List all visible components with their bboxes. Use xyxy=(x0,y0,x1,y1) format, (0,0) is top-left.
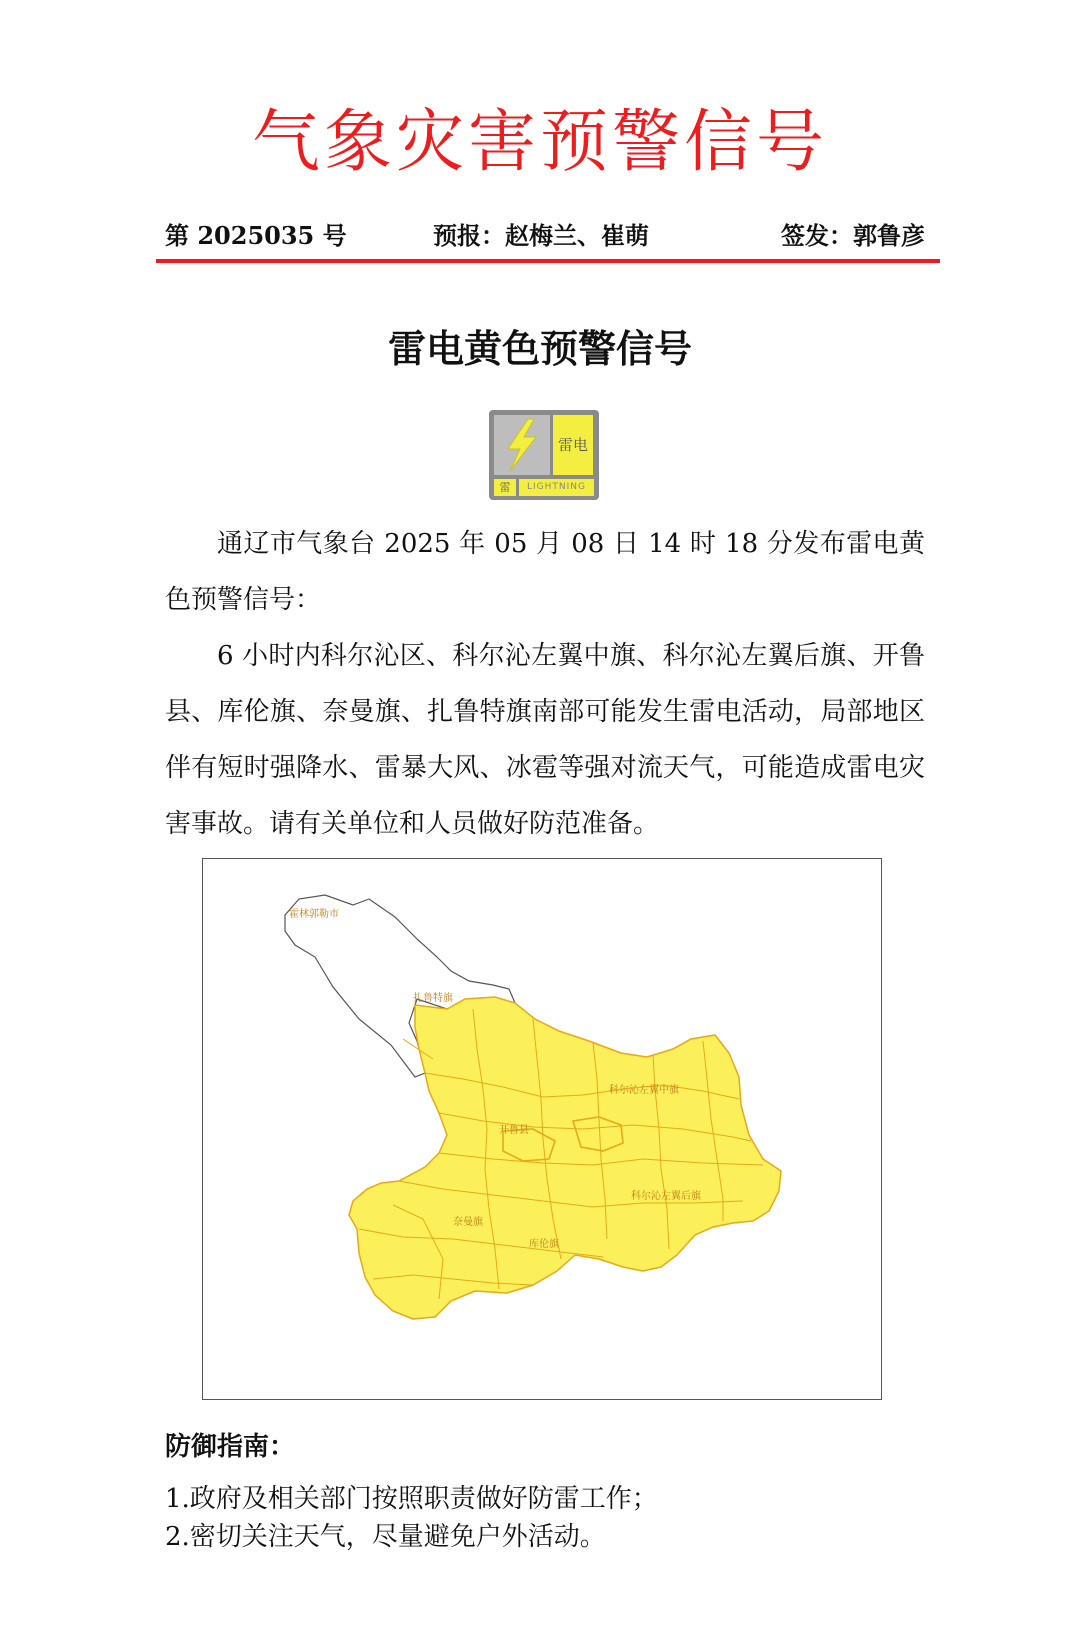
issue-number: 第 2025035 号 xyxy=(165,221,347,250)
guide-item-1: 1.政府及相关部门按照职责做好防雷工作； xyxy=(165,1484,658,1514)
issuance-paragraph: 通辽市气象台 2025 年 05 月 08 日 14 时 18 分发布雷电黄色预警信号： xyxy=(165,529,925,615)
label-huolinguole: 霍林郭勒市 xyxy=(289,909,339,920)
signer: 签发：郭鲁彦 xyxy=(781,221,925,250)
masthead-title: 气象灾害预警信号 xyxy=(251,103,828,182)
warning-area-map xyxy=(202,858,882,1400)
label-naiman: 奈曼旗 xyxy=(453,1217,483,1228)
badge-en-label: LIGHTNING xyxy=(519,479,594,496)
badge-footer xyxy=(494,479,594,496)
header-divider xyxy=(156,259,940,263)
meta-row xyxy=(165,216,925,252)
badge-cn-small: 雷 xyxy=(494,479,516,496)
guide-item-2: 2.密切关注天气，尽量避免户外活动。 xyxy=(165,1522,606,1552)
label-kezuozhong: 科尔沁左翼中旗 xyxy=(609,1085,679,1096)
lightning-icon xyxy=(494,415,550,475)
label-zhalute: 扎鲁特旗 xyxy=(413,993,453,1004)
warning-title: 雷电黄色预警信号 xyxy=(387,326,692,371)
lightning-warning-badge xyxy=(489,410,599,500)
defense-guide-heading: 防御指南： xyxy=(165,1432,296,1462)
badge-cn-label: 雷电 xyxy=(553,415,593,475)
label-kailu: 开鲁县 xyxy=(499,1125,529,1136)
forecasters: 预报：赵梅兰、崔萌 xyxy=(433,221,649,250)
label-kulun: 库伦旗 xyxy=(529,1239,559,1250)
warning-detail-paragraph: 6 小时内科尔沁区、科尔沁左翼中旗、科尔沁左翼后旗、开鲁县、库伦旗、奈曼旗、扎鲁特旗南部可能发生雷电活动，局部地区伴有短时强降水、雷暴大风、冰雹等强对流天气，可能造成雷电灾害事故。请有关单位和人员做好防范准备。 xyxy=(165,641,925,839)
label-kezuohou: 科尔沁左翼后旗 xyxy=(631,1191,701,1202)
